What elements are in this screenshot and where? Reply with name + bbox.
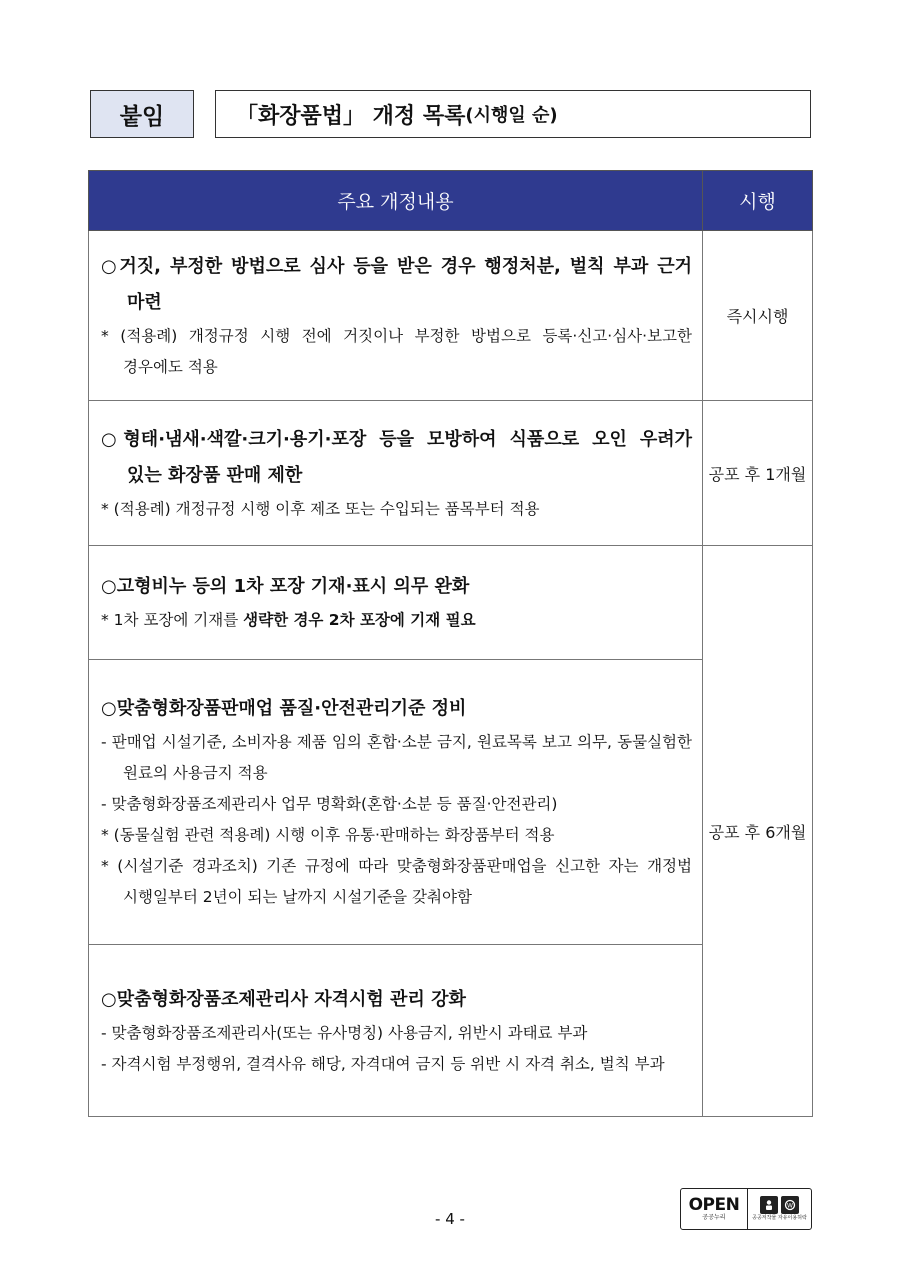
item-note — [101, 605, 692, 636]
open-small-label: 공공누리 — [702, 1214, 726, 1221]
page-number: - 4 - — [435, 1210, 465, 1228]
attribution-icon — [760, 1196, 778, 1214]
item-note: * (동물실험 관련 적용례) 시행 이후 유통·판매하는 화장품부터 적용 — [101, 826, 555, 844]
item-note: - 맞춤형화장품조제관리사(또는 유사명칭) 사용금지, 위반시 과태료 부과 — [101, 1023, 588, 1042]
attachment-tag: 붙임 — [90, 90, 194, 138]
note-emphasis: 생략한 경우 2차 포장에 기재 필요 — [243, 611, 476, 629]
table-row — [89, 546, 813, 660]
row-content — [89, 660, 703, 945]
item-heading: ○맞춤형화장품판매업 품질·안전관리기준 정비 — [101, 698, 467, 719]
license-caption: 공공저작물 자유이용허락 — [752, 1215, 807, 1221]
item-note: * (시설기준 경과조치) 기존 규정에 따라 맞춤형화장품판매업을 신고한 자는 개정법 시행일부터 2년이 되는 날까지 시설기준을 갖춰야함 — [101, 857, 692, 906]
item-heading: ○거짓, 부정한 방법으로 심사 등을 받은 경우 행정처분, 벌칙 부과 근거 마련 — [101, 255, 692, 313]
row-content — [89, 945, 703, 1117]
column-header-content: 주요 개정내용 — [89, 171, 703, 231]
title-main: 「화장품법」 개정 목록 — [236, 103, 466, 129]
open-wordmark — [681, 1189, 748, 1229]
commercial-use-icon — [781, 1196, 799, 1214]
item-heading: ○고형비누 등의 1차 포장 기재·표시 의무 완화 — [101, 576, 470, 597]
svg-text:W: W — [787, 1202, 793, 1210]
item-note: - 자격시험 부정행위, 결격사유 해당, 자격대여 금지 등 위반 시 자격 취소, 벌칙 부과 — [101, 1054, 665, 1073]
effective-date: 공포 후 1개월 — [703, 401, 813, 546]
row-content — [89, 231, 703, 401]
item-note: - 맞춤형화장품조제관리사 업무 명확화(혼합·소분 등 품질·안전관리) — [101, 795, 558, 813]
table-row — [89, 401, 813, 546]
item-heading: ○맞춤형화장품조제관리사 자격시험 관리 강화 — [101, 988, 466, 1010]
item-heading: ○형태·냄새·색깔·크기·용기·포장 등을 모방하여 식품으로 오인 우려가 있는 화장품 판매 제한 — [101, 428, 692, 486]
document-title — [215, 90, 811, 138]
item-note: * (적용례) 개정규정 시행 이후 제조 또는 수입되는 품목부터 적용 — [101, 499, 540, 518]
item-note: - 판매업 시설기준, 소비자용 제품 임의 혼합·소분 금지, 원료목록 보고 의무, 동물실험한 원료의 사용금지 적용 — [101, 733, 692, 782]
effective-date: 공포 후 6개월 — [703, 546, 813, 1117]
note-text: * 1차 포장에 기재를 — [101, 611, 244, 629]
kogl-open-logo — [680, 1188, 812, 1230]
effective-date: 즉시시행 — [703, 231, 813, 401]
title-sub: (시행일 순) — [465, 105, 558, 126]
table-row — [89, 231, 813, 401]
item-note: * (적용례) 개정규정 시행 전에 거짓이나 부정한 방법으로 등록·신고·심사·보고한 경우에도 적용 — [101, 326, 692, 376]
row-content — [89, 401, 703, 546]
column-header-when: 시행 — [703, 171, 813, 231]
amendment-table — [88, 170, 813, 1117]
open-word: OPEN — [688, 1195, 740, 1215]
row-content — [89, 546, 703, 660]
license-badges — [748, 1189, 811, 1229]
